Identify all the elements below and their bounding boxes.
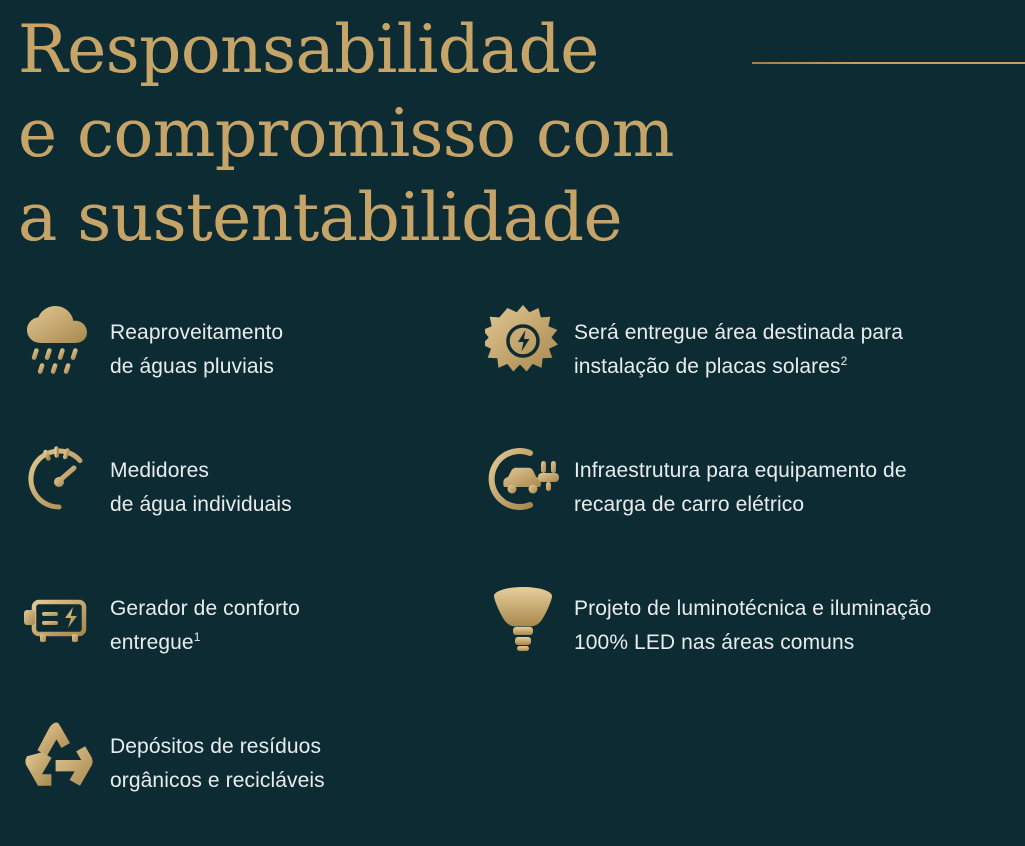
rain-cloud-icon <box>18 300 100 382</box>
electric-car-charger-icon <box>482 438 564 520</box>
list-item-line-1: Será entregue área destinada para <box>574 321 904 344</box>
water-meter-gauge-icon <box>18 438 100 520</box>
recycling-icon <box>18 714 100 796</box>
generator-icon <box>18 576 100 658</box>
list-item-line-2: orgânicos e recicláveis <box>110 769 325 792</box>
list-item-label <box>574 438 907 522</box>
list-item <box>18 714 478 829</box>
list-item-line-2: instalação de placas solares <box>574 355 841 378</box>
list-item-label <box>574 300 903 384</box>
list-item-line-2: entregue <box>110 631 194 654</box>
list-item-label <box>110 300 283 384</box>
list-item-line-2: recarga de carro elétrico <box>574 493 805 516</box>
page-title-line-2: e compromisso com <box>18 92 858 176</box>
led-bulb-icon <box>482 576 564 658</box>
list-item-line-1: Reaproveitamento <box>110 321 284 344</box>
page-title-line-1: Responsabilidade <box>18 8 858 92</box>
list-item-label <box>574 576 931 660</box>
feature-column-right <box>482 300 1022 714</box>
list-item <box>482 438 1022 553</box>
list-item-line-2: de água individuais <box>110 493 292 516</box>
title-divider-rule <box>752 62 1025 64</box>
solar-sun-icon <box>482 300 564 382</box>
page-title <box>18 8 858 260</box>
list-item-label <box>110 438 292 522</box>
list-item-footnote-marker: 2 <box>840 354 848 368</box>
list-item <box>18 300 478 415</box>
list-item-line-1: Projeto de luminotécnica e iluminação <box>574 597 932 620</box>
list-item <box>18 438 478 553</box>
list-item-line-1: Gerador de conforto <box>110 597 300 620</box>
list-item-label <box>110 714 325 798</box>
list-item <box>482 300 1022 415</box>
list-item-label <box>110 576 300 660</box>
list-item-line-1: Depósitos de resíduos <box>110 735 322 758</box>
list-item <box>18 576 478 691</box>
list-item-line-1: Medidores <box>110 459 209 482</box>
page-title-line-3: a sustentabilidade <box>18 176 858 260</box>
feature-column-left <box>18 300 478 846</box>
list-item-footnote-marker: 1 <box>193 630 201 644</box>
list-item-line-2: 100% LED nas áreas comuns <box>574 631 855 654</box>
list-item <box>482 576 1022 691</box>
list-item-line-2: de águas pluviais <box>110 355 274 378</box>
list-item-line-1: Infraestrutura para equipamento de <box>574 459 907 482</box>
